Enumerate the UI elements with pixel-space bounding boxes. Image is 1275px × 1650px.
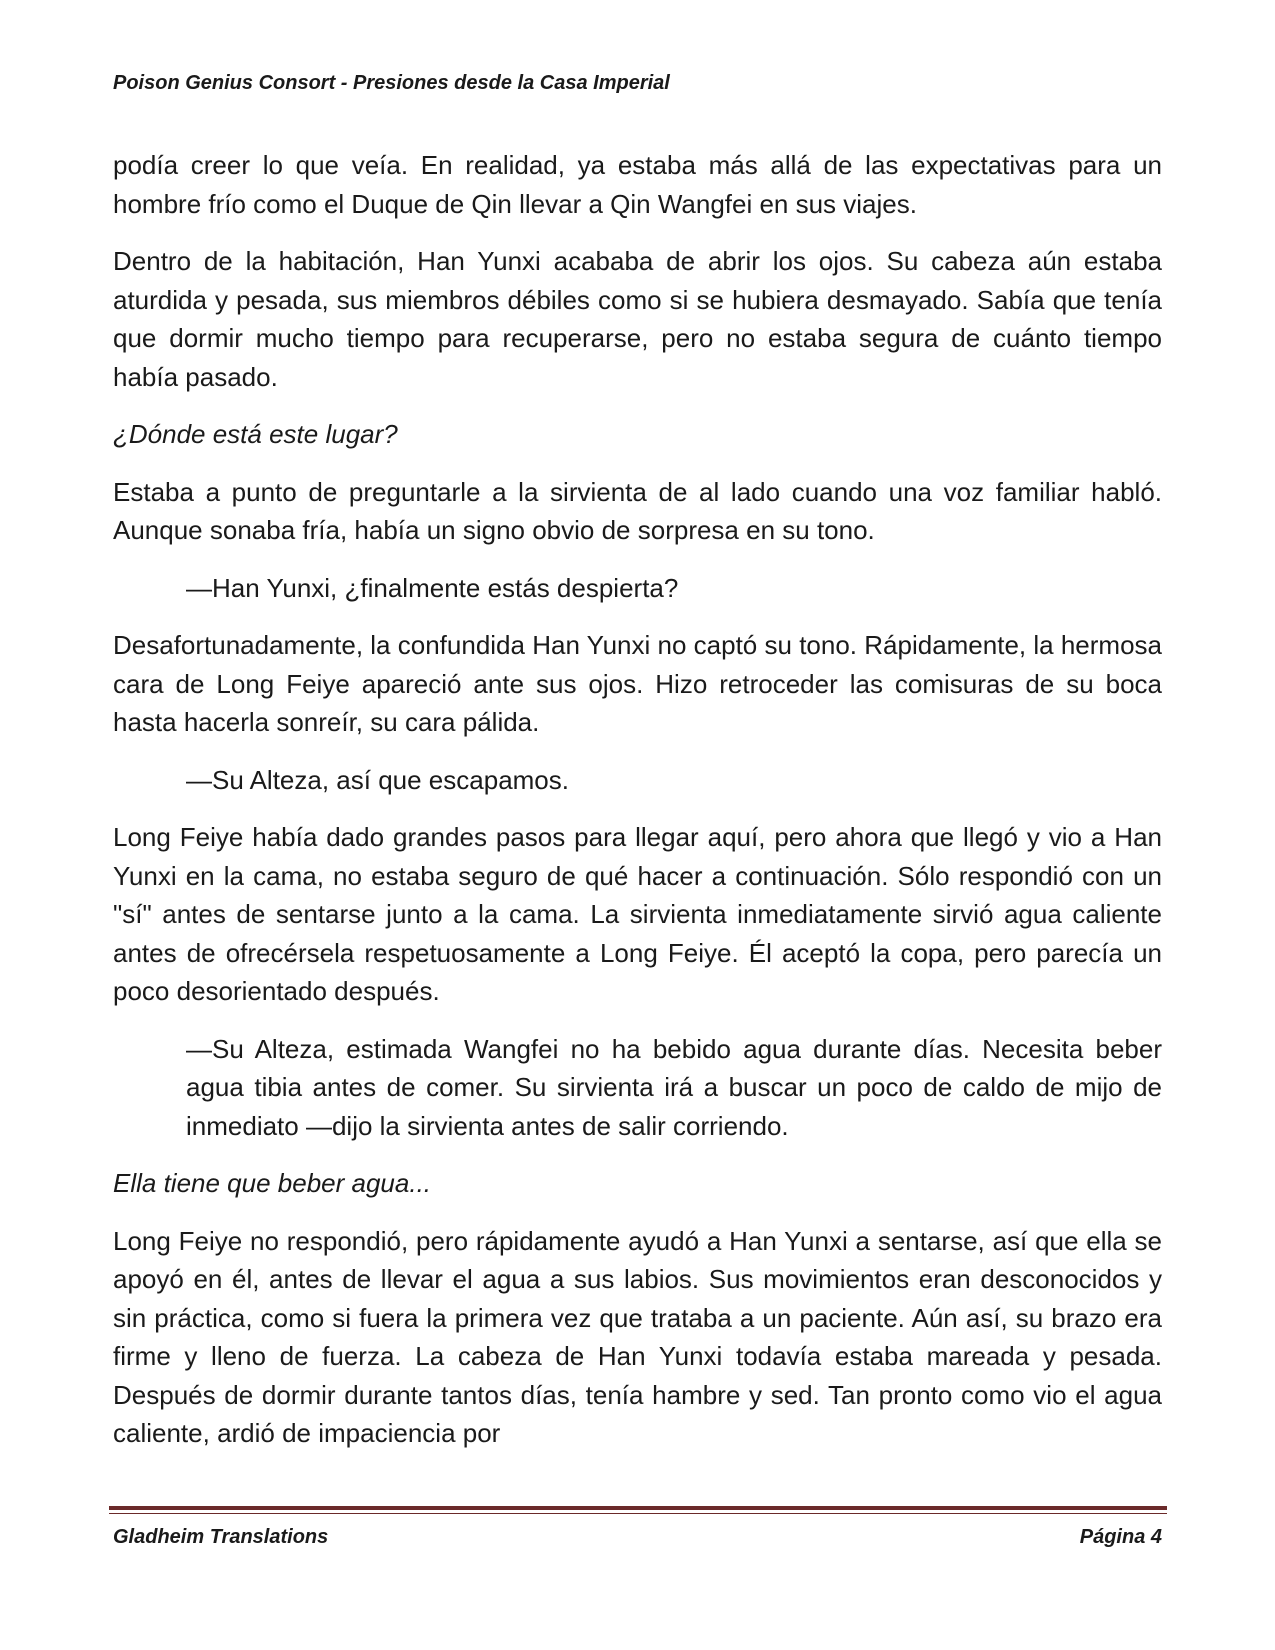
footer-divider [109, 1506, 1167, 1514]
dialogue-line: —Su Alteza, estimada Wangfei no ha bebido agua durante días. Necesita beber agua tibia antes de comer. Su sirvienta irá a buscar un poco de caldo de mijo de inmediato —dijo la sirvienta antes de salir corriendo. [186, 1033, 1162, 1141]
footer-divider-thin [109, 1513, 1167, 1514]
footer-divider-thick [109, 1506, 1167, 1510]
italic-thought: ¿Dónde está este lugar? [113, 419, 398, 449]
paragraph: Long Feiye había dado grandes pasos para llegar aquí, pero ahora que llegó y vio a Han Yunxi en la cama, no estaba seguro de qué hacer a continuación. Sólo respondió con un "sí" antes de sentarse junto a la cama. La sirvienta inmediatamente sirvió agua caliente antes de ofrecérsela respetuosamente a Long Feiye. Él aceptó la copa, pero parecía un poco desorientado después. [113, 822, 1162, 1006]
footer-publisher: Gladheim Translations [113, 1526, 329, 1548]
running-header: Poison Genius Consort - Presiones desde la Casa Imperial [113, 72, 670, 94]
italic-thought: Ella tiene que beber agua... [113, 1168, 432, 1198]
page-number: Página 4 [1079, 1526, 1162, 1548]
paragraph: Desafortunadamente, la confundida Han Yunxi no captó su tono. Rápidamente, la hermosa cara de Long Feiye apareció ante sus ojos. Hizo retroceder las comisuras de su boca hasta hacerla sonreír, su cara pálida. [113, 630, 1162, 737]
paragraph: Dentro de la habitación, Han Yunxi acababa de abrir los ojos. Su cabeza aún estaba aturdida y pesada, sus miembros débiles como si se hubiera desmayado. Sabía que tenía que dormir mucho tiempo para recuperarse, pero no estaba segura de cuánto tiempo había pasado. [113, 246, 1162, 392]
paragraph: Estaba a punto de preguntarle a la sirvienta de al lado cuando una voz familiar habló. Aunque sonaba fría, había un signo obvio de sorpresa en su tono. [113, 476, 1162, 545]
dialogue-line: —Han Yunxi, ¿finalmente estás despierta? [186, 572, 679, 603]
paragraph: podía creer lo que veía. En realidad, ya estaba más allá de las expectativas para un hombre frío como el Duque de Qin llevar a Qin Wangfei en sus viajes. [113, 150, 1162, 219]
body-text [113, 146, 1162, 1453]
paragraph: Long Feiye no respondió, pero rápidamente ayudó a Han Yunxi a sentarse, así que ella se apoyó en él, antes de llevar el agua a sus labios. Sus movimientos eran desconocidos y sin práctica, como si fuera la primera vez que trataba a un paciente. Aún así, su brazo era firme y lleno de fuerza. La cabeza de Han Yunxi todavía estaba mareada y pesada. Después de dormir durante tantos días, tenía hambre y sed. Tan pronto como vio el agua caliente, ardió de impaciencia por [113, 1225, 1162, 1448]
dialogue-line: —Su Alteza, así que escapamos. [186, 764, 569, 795]
